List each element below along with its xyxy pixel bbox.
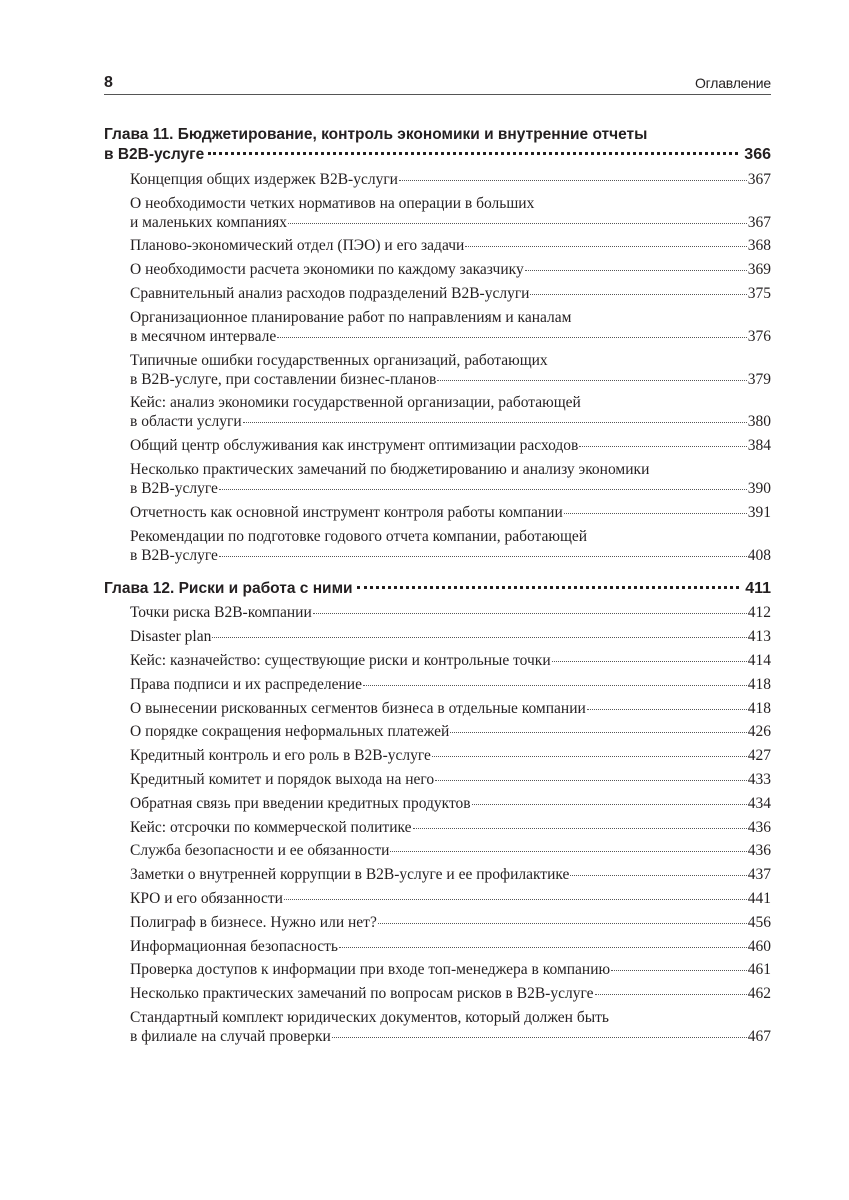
- chapter-heading[interactable]: [104, 579, 771, 599]
- entry-last-line: [130, 675, 771, 694]
- entry-title: О вынесении рискованных сегментов бизнеса в отдельные компании: [130, 699, 586, 717]
- entry-last-line: [130, 984, 771, 1003]
- chapter-title: Глава 12. Риски и работа с ними: [104, 579, 353, 597]
- entry-last-line: [130, 479, 771, 498]
- entry-last-line: [130, 260, 771, 279]
- entry-page-number: 456: [747, 913, 771, 931]
- toc-entry[interactable]: [104, 503, 771, 522]
- dot-leader: [413, 828, 747, 829]
- dot-leader: [288, 223, 747, 224]
- toc-entry[interactable]: [104, 913, 771, 932]
- dot-leader: [399, 180, 747, 181]
- entry-title: Проверка доступов к информации при входе топ-менеджера в компанию: [130, 961, 611, 979]
- dot-leader: [595, 994, 747, 995]
- toc-entry[interactable]: [104, 170, 771, 189]
- entry-last-line: [130, 1027, 771, 1046]
- dot-leader: [437, 380, 746, 381]
- running-title: Оглавление: [694, 75, 771, 91]
- dot-leader: [472, 804, 747, 805]
- entry-last-line: [130, 213, 771, 232]
- entry-title: Сравнительный анализ расходов подразделений B2B-услуги: [130, 284, 530, 302]
- entry-page-number: 369: [747, 261, 771, 279]
- toc-entry[interactable]: [104, 393, 771, 431]
- dot-leader: [208, 152, 738, 155]
- toc-entry[interactable]: [104, 1008, 771, 1046]
- toc-entry[interactable]: [104, 675, 771, 694]
- chapter-title-last-line: [104, 145, 771, 165]
- entry-page-number: 426: [747, 723, 771, 741]
- entry-title: Концепция общих издержек B2B-услуги: [130, 170, 398, 188]
- entry-title: Кредитный комитет и порядок выхода на него: [130, 770, 435, 788]
- entry-last-line: [130, 794, 771, 813]
- entry-title: Несколько практических замечаний по вопросам рисков в B2B-услуге: [130, 985, 594, 1003]
- entry-title: в B2B-услуге, при составлении бизнес-планов: [130, 370, 437, 388]
- chapter-title-last-line: [104, 579, 771, 599]
- entry-title: Кредитный контроль и его роль в B2B-услуге: [130, 747, 431, 765]
- entry-title: в B2B-услуге: [130, 546, 218, 564]
- entry-page-number: 434: [747, 794, 771, 812]
- entry-title: Информационная безопасность: [130, 937, 338, 955]
- entry-page-number: 436: [747, 818, 771, 836]
- entry-last-line: [130, 503, 771, 522]
- entry-last-line: [130, 818, 771, 837]
- dot-leader: [313, 613, 747, 614]
- toc-entry[interactable]: [104, 984, 771, 1003]
- entry-page-number: 462: [747, 985, 771, 1003]
- entry-title-line: Организационное планирование работ по направлениям и каналам: [130, 308, 572, 326]
- toc-entry[interactable]: [104, 865, 771, 884]
- dot-leader: [530, 294, 746, 295]
- entry-title-line: Типичные ошибки государственных организаций, работающих: [130, 351, 548, 369]
- entry-last-line: [130, 937, 771, 956]
- dot-leader: [212, 637, 746, 638]
- toc-entry[interactable]: [104, 627, 771, 646]
- toc-entry[interactable]: [104, 960, 771, 979]
- entry-page-number: 460: [747, 937, 771, 955]
- entry-last-line: [130, 722, 771, 741]
- toc-entry[interactable]: [104, 351, 771, 389]
- entry-page-number: 418: [747, 675, 771, 693]
- entry-last-line: [130, 170, 771, 189]
- entry-page-number: 413: [747, 628, 771, 646]
- entry-title: Отчетность как основной инструмент контроля работы компании: [130, 503, 563, 521]
- dot-leader: [390, 851, 746, 852]
- entry-page-number: 433: [747, 770, 771, 788]
- dot-leader: [570, 875, 746, 876]
- entry-page-number: 376: [747, 327, 771, 345]
- entry-page-number: 384: [747, 437, 771, 455]
- entry-title: Disaster plan: [130, 628, 212, 646]
- entry-page-number: 367: [747, 170, 771, 188]
- dot-leader: [277, 337, 747, 338]
- entry-page-number: 412: [747, 604, 771, 622]
- toc-entry[interactable]: [104, 841, 771, 860]
- entry-last-line: [130, 370, 771, 389]
- entry-title: Полиграф в бизнесе. Нужно или нет?: [130, 913, 377, 931]
- entry-last-line: [130, 327, 771, 346]
- toc-entry[interactable]: [104, 722, 771, 741]
- entry-page-number: 380: [747, 413, 771, 431]
- entry-page-number: 379: [747, 370, 771, 388]
- dot-leader: [339, 947, 747, 948]
- dot-leader: [332, 1037, 747, 1038]
- entry-title: в филиале на случай проверки: [130, 1027, 331, 1045]
- toc-entry[interactable]: [104, 818, 771, 837]
- entry-title-line: О необходимости четких нормативов на операции в больших: [130, 194, 535, 212]
- chapter-heading[interactable]: [104, 125, 771, 165]
- entry-title: Точки риска B2B-компании: [130, 604, 312, 622]
- dot-leader: [579, 446, 746, 447]
- entry-page-number: 414: [747, 651, 771, 669]
- entry-title-line: Кейс: анализ экономики государственной организации, работающей: [130, 394, 581, 412]
- entry-title: Обратная связь при введении кредитных продуктов: [130, 794, 471, 812]
- entry-last-line: [130, 841, 771, 860]
- toc-entry[interactable]: [104, 937, 771, 956]
- toc-entry[interactable]: [104, 236, 771, 255]
- table-of-contents: [104, 125, 771, 1046]
- entry-title-line: Рекомендации по подготовке годового отчета компании, работающей: [130, 527, 588, 545]
- entry-page-number: 375: [747, 284, 771, 302]
- entry-title: и маленьких компаниях: [130, 213, 287, 231]
- toc-entry[interactable]: [104, 284, 771, 303]
- entry-title: Кейс: отсрочки по коммерческой политике: [130, 818, 412, 836]
- entry-title: в области услуги: [130, 413, 242, 431]
- entry-title: Общий центр обслуживания как инструмент оптимизации расходов: [130, 437, 579, 455]
- entry-last-line: [130, 770, 771, 789]
- dot-leader: [435, 780, 747, 781]
- entry-title: Кейс: казначейство: существующие риски и контрольные точки: [130, 651, 551, 669]
- entry-page-number: 437: [747, 866, 771, 884]
- toc-entry[interactable]: [104, 889, 771, 908]
- dot-leader: [219, 556, 747, 557]
- dot-leader: [219, 489, 747, 490]
- entry-page-number: 367: [747, 213, 771, 231]
- toc-entry[interactable]: [104, 794, 771, 813]
- entry-title-line: Стандартный комплект юридических документов, который должен быть: [130, 1008, 609, 1026]
- entry-last-line: [130, 284, 771, 303]
- entry-last-line: [130, 699, 771, 718]
- toc-entry[interactable]: [104, 746, 771, 765]
- entry-title: О необходимости расчета экономики по каждому заказчику: [130, 261, 524, 279]
- entry-page-number: 391: [747, 503, 771, 521]
- dot-leader: [552, 661, 747, 662]
- dot-leader: [450, 732, 746, 733]
- chapter-title: в B2B-услуге: [104, 146, 205, 163]
- entry-page-number: 441: [747, 889, 771, 907]
- entry-last-line: [130, 865, 771, 884]
- entry-title-line: Несколько практических замечаний по бюджетированию и анализу экономики: [130, 460, 650, 478]
- toc-entry[interactable]: [104, 460, 771, 498]
- toc-entry[interactable]: [104, 651, 771, 670]
- chapter-gap: [104, 565, 771, 579]
- entry-title: КРО и его обязанности: [130, 889, 283, 907]
- entry-title: Права подписи и их распределение: [130, 675, 362, 693]
- entry-last-line: [130, 412, 771, 431]
- dot-leader: [357, 586, 740, 589]
- entry-last-line: [130, 913, 771, 932]
- entry-last-line: [130, 436, 771, 455]
- entry-last-line: [130, 546, 771, 565]
- entry-title: в месячном интервале: [130, 327, 277, 345]
- entry-page-number: 368: [747, 237, 771, 255]
- dot-leader: [525, 270, 747, 271]
- dot-leader: [587, 709, 747, 710]
- dot-leader: [363, 685, 747, 686]
- toc-entry[interactable]: [104, 527, 771, 565]
- dot-leader: [432, 756, 747, 757]
- entry-title: Планово-экономический отдел (ПЭО) и его задачи: [130, 237, 465, 255]
- dot-leader: [378, 923, 747, 924]
- toc-entry[interactable]: [104, 308, 771, 346]
- toc-entry[interactable]: [104, 436, 771, 455]
- entry-page-number: 436: [747, 842, 771, 860]
- entry-last-line: [130, 651, 771, 670]
- entry-title: в B2B-услуге: [130, 479, 218, 497]
- dot-leader: [564, 513, 747, 514]
- toc-entry[interactable]: [104, 260, 771, 279]
- entry-last-line: [130, 746, 771, 765]
- entry-page-number: 418: [747, 699, 771, 717]
- entry-page-number: 427: [747, 747, 771, 765]
- dot-leader: [243, 422, 747, 423]
- chapter-page-number: 366: [744, 146, 771, 163]
- entry-last-line: [130, 960, 771, 979]
- entry-page-number: 461: [747, 961, 771, 979]
- entry-last-line: [130, 889, 771, 908]
- chapter-page-number: 411: [745, 579, 771, 597]
- entry-last-line: [130, 603, 771, 622]
- dot-leader: [284, 899, 747, 900]
- chapter-title-line: Глава 11. Бюджетирование, контроль экономики и внутренние отчеты: [104, 126, 648, 143]
- dot-leader: [611, 970, 747, 971]
- entry-last-line: [130, 236, 771, 255]
- page-number: 8: [104, 74, 113, 91]
- entry-title: Заметки о внутренней коррупции в B2B-услуге и ее профилактике: [130, 866, 570, 884]
- entry-page-number: 390: [747, 479, 771, 497]
- entry-page-number: 467: [747, 1027, 771, 1045]
- page-header: [104, 72, 771, 95]
- toc-entry[interactable]: [104, 699, 771, 718]
- toc-entry[interactable]: [104, 770, 771, 789]
- entry-page-number: 408: [747, 546, 771, 564]
- toc-entry[interactable]: [104, 603, 771, 622]
- dot-leader: [465, 246, 746, 247]
- entry-title: О порядке сокращения неформальных платежей: [130, 723, 450, 741]
- entry-last-line: [130, 627, 771, 646]
- toc-entry[interactable]: [104, 194, 771, 232]
- entry-title: Служба безопасности и ее обязанности: [130, 842, 390, 860]
